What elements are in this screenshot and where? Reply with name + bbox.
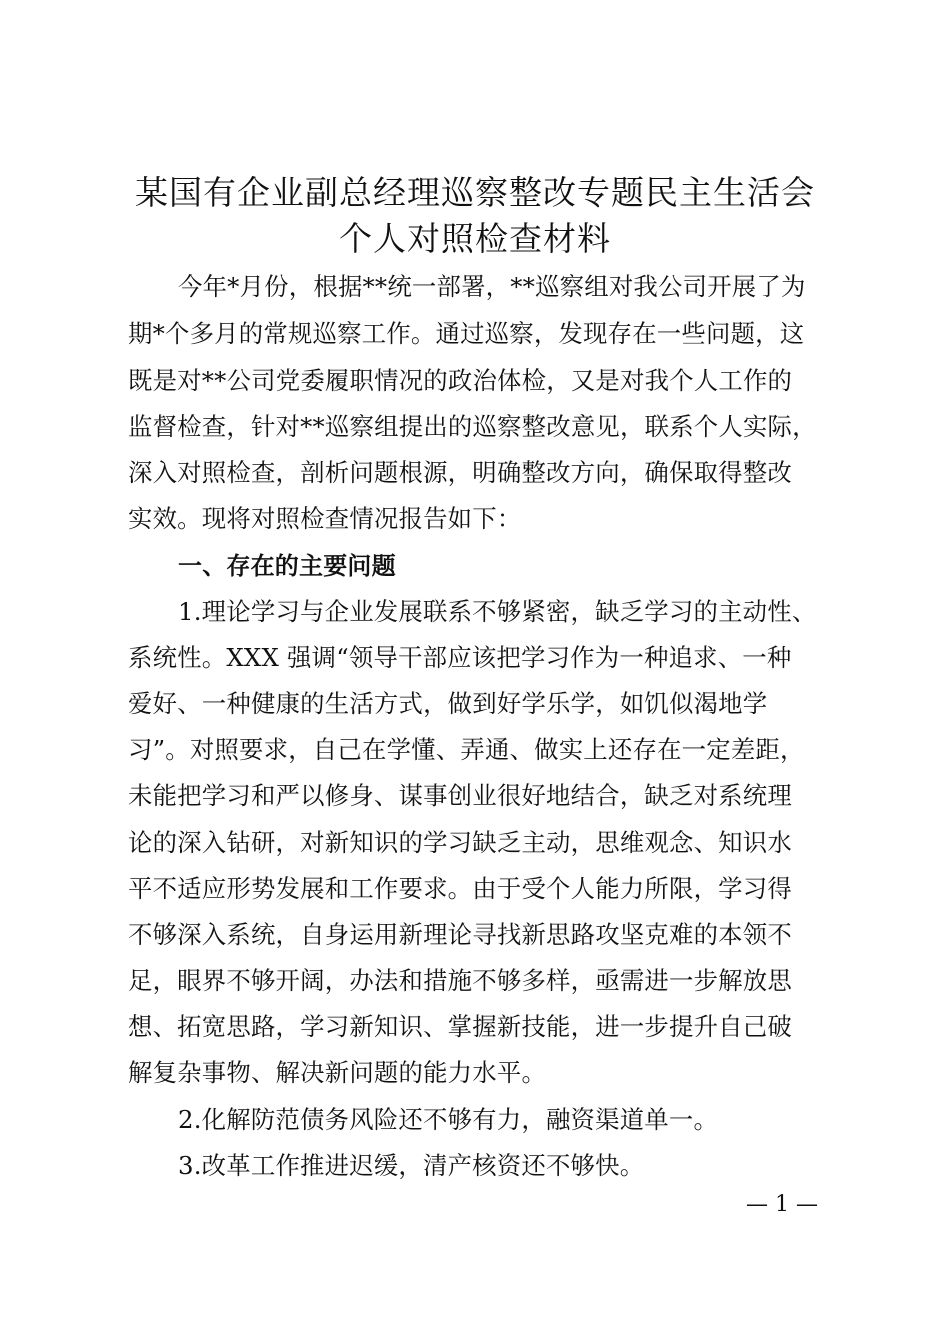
paragraph-line: 实效。现将对照检查情况报告如下： xyxy=(128,504,522,533)
paragraph-line: 未能把学习和严以修身、谋事创业很好地结合，缺乏对系统理 xyxy=(128,781,792,810)
item-2-text: 2.化解防范债务风险还不够有力，融资渠道单一。 xyxy=(178,1105,719,1134)
paragraph-line: 习”。对照要求，自己在学懂、弄通、做实上还存在一定差距， xyxy=(128,735,805,764)
paragraph-line: 系统性。XXX 强调“领导干部应该把学习作为一种追求、一种 xyxy=(128,643,792,672)
paragraph-line: 足，眼界不够开阔，办法和措施不够多样，亟需进一步解放思 xyxy=(128,966,792,995)
paragraph-line: 监督检查，针对**巡察组提出的巡察整改意见，联系个人实际， xyxy=(128,412,817,441)
paragraph-line: 爱好、一种健康的生活方式，做到好学乐学，如饥似渴地学 xyxy=(128,689,768,718)
paragraph-line: 解复杂事物、解决新问题的能力水平。 xyxy=(128,1058,547,1087)
item-3-text: 3.改革工作推进迟缓，清产核资还不够快。 xyxy=(178,1151,645,1180)
paragraph-line: 平不适应形势发展和工作要求。由于受个人能力所限，学习得 xyxy=(128,874,792,903)
paragraph-line: 期*个多月的常规巡察工作。通过巡察，发现存在一些问题，这 xyxy=(128,319,805,348)
paragraph-line: 既是对**公司党委履职情况的政治体检，又是对我个人工作的 xyxy=(128,366,793,395)
paragraph-line: 想、拓宽思路，学习新知识、掌握新技能，进一步提升自己破 xyxy=(128,1012,792,1041)
paragraph-line: 1.理论学习与企业发展联系不够紧密，缺乏学习的主动性、 xyxy=(178,597,817,626)
paragraph-line: 论的深入钻研，对新知识的学习缺乏主动，思维观念、知识水 xyxy=(128,828,792,857)
paragraph-line: 不够深入系统，自身运用新理论寻找新思路攻坚克难的本领不 xyxy=(128,920,792,949)
document-title-line-2: 个人对照检查材料 xyxy=(339,219,611,258)
page-number: — 1 — xyxy=(746,1192,818,1217)
paragraph-line: 今年*月份，根据**统一部署，**巡察组对我公司开展了为 xyxy=(178,272,806,301)
paragraph-line: 深入对照检查，剖析问题根源，明确整改方向，确保取得整改 xyxy=(128,458,792,487)
document-title-line-1: 某国有企业副总经理巡察整改专题民主生活会 xyxy=(135,173,815,212)
section-heading: 一、存在的主要问题 xyxy=(178,552,396,580)
